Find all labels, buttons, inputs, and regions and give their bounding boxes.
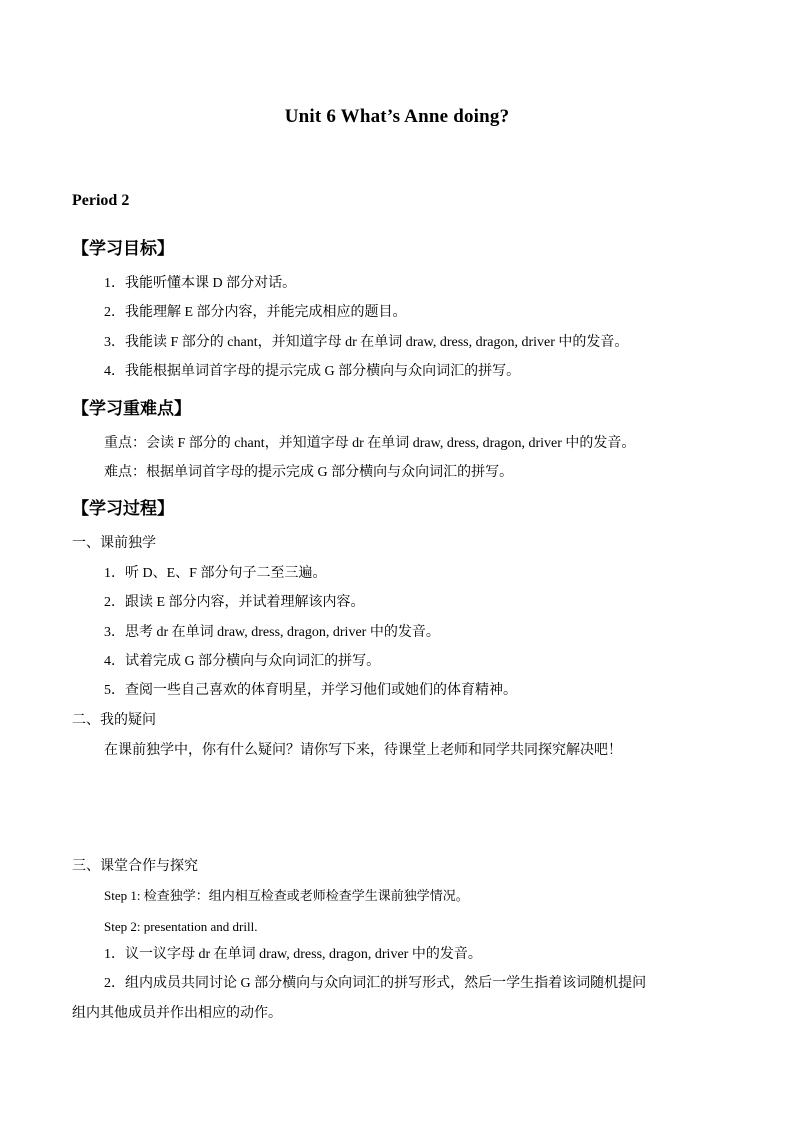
section-heading-process: 【学习过程】: [72, 499, 174, 519]
part-heading: 三、课堂合作与探究: [72, 859, 198, 874]
section-heading-difficulties: 【学习重难点】: [72, 399, 191, 419]
step-text: Step 2: presentation and drill.: [104, 919, 258, 934]
goal-item: 4．我能根据单词首字母的提示完成 G 部分横向与众向词汇的拼写。: [104, 364, 521, 379]
activity-item-continued: 组内其他成员并作出相应的动作。: [72, 1006, 282, 1021]
key-point-text: 重点：会读 F 部分的 chant，并知道字母 dr 在单词 draw, dress, dragon, driver 中的发音。: [104, 436, 636, 451]
question-prompt: 在课前独学中，你有什么疑问？请你写下来，待课堂上老师和同学共同探究解决吧！: [104, 743, 622, 758]
preview-item: 1．听 D、E、F 部分句子二至三遍。: [104, 566, 327, 581]
goal-item: 1．我能听懂本课 D 部分对话。: [104, 276, 297, 291]
part-heading: 一、课前独学: [72, 536, 156, 551]
preview-item: 4．试着完成 G 部分横向与众向词汇的拼写。: [104, 654, 381, 669]
preview-item: 3．思考 dr 在单词 draw, dress, dragon, driver 中的发音。: [104, 625, 440, 640]
activity-item: 1．议一议字母 dr 在单词 draw, dress, dragon, driver 中的发音。: [104, 947, 482, 962]
activity-item: 2．组内成员共同讨论 G 部分横向与众向词汇的拼写形式，然后一学生指着该词随机提问: [104, 976, 647, 991]
part-heading: 二、我的疑问: [72, 713, 156, 728]
goal-item: 3．我能读 F 部分的 chant，并知道字母 dr 在单词 draw, dress, dragon, driver 中的发音。: [104, 335, 629, 350]
preview-item: 2．跟读 E 部分内容，并试着理解该内容。: [104, 595, 365, 610]
goal-item: 2．我能理解 E 部分内容，并能完成相应的题目。: [104, 305, 407, 320]
step-text: Step 1: 检查独学：组内相互检查或老师检查学生课前独学情况。: [104, 888, 469, 903]
section-heading-goals: 【学习目标】: [72, 239, 174, 259]
period-label: Period 2: [72, 192, 130, 209]
hard-point-text: 难点：根据单词首字母的提示完成 G 部分横向与众向词汇的拼写。: [104, 465, 514, 480]
document-title: Unit 6 What’s Anne doing?: [284, 106, 510, 127]
preview-item: 5．查阅一些自己喜欢的体育明星，并学习他们或她们的体育精神。: [104, 683, 517, 698]
